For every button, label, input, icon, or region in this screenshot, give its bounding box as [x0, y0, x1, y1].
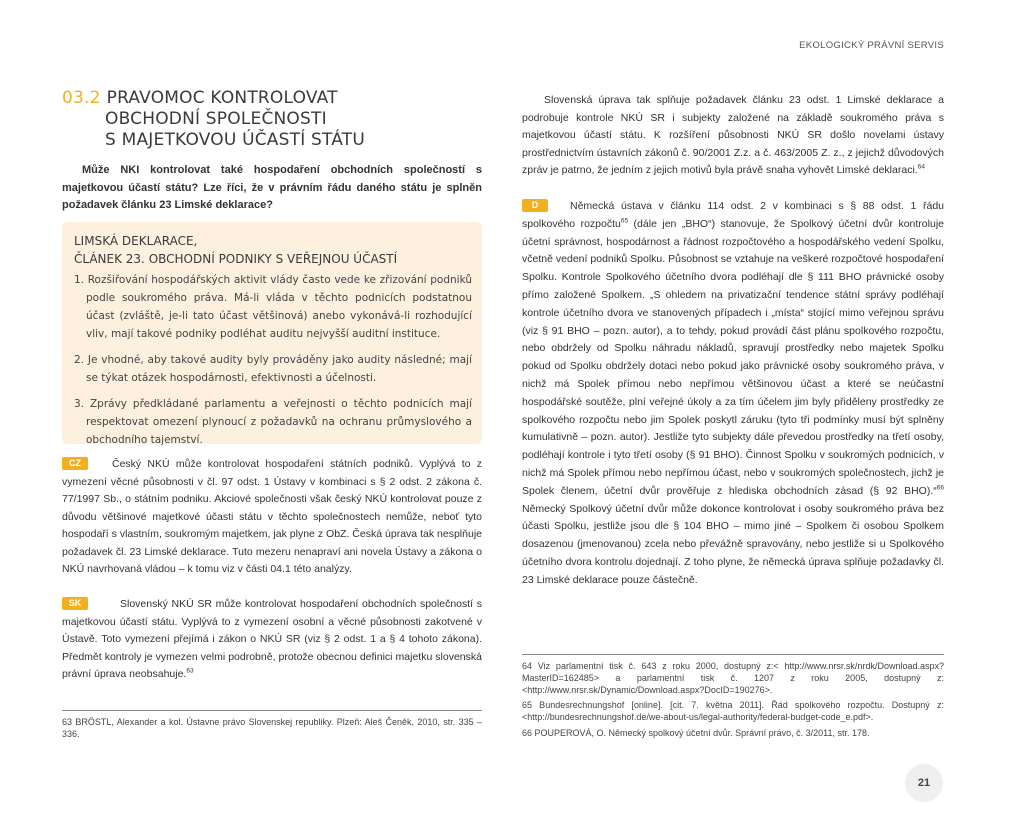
title-line-1: PRAVOMOC KONTROLOVAT [106, 88, 338, 108]
limska-declaration-box [62, 222, 482, 444]
declaration-list [74, 271, 472, 449]
footnote-ref: 66 [936, 484, 944, 492]
footnote-divider [522, 654, 944, 655]
footnote-ref: 64 [917, 163, 925, 171]
sk-badge: SK [62, 597, 88, 610]
sk-paragraph [62, 596, 482, 684]
cz-badge: CZ [62, 457, 88, 470]
footnote-divider [62, 710, 482, 711]
section-number: 03.2 [62, 88, 101, 108]
footnote-ref: 65 [620, 217, 629, 225]
box-title [74, 232, 472, 268]
cz-paragraph [62, 456, 482, 579]
footnote-66: 66 POUPEROVÁ, O. Německý spolkový účetní dvůr. Správní právo, č. 3/2011, str. 178. [522, 728, 870, 738]
de-paragraph [522, 198, 944, 590]
section-question: Může NKI kontrolovat také hospodaření obchodních společností s majetkovou účastí státu? Lze říci, že v právním řádu daného státu je splněn požadavek článku 23 Limské deklarace? [62, 164, 482, 211]
footnote-65: 65 Bundesrechnungshof [online]. [cit. 7. května 2011]. Řád spolkového rozpočtu. Dostupný z: <http://bundesrechnungshof.de/we-about-us/legal-authority/federal-budget-code_e.pdf>. [522, 700, 944, 722]
title-line-2: OBCHODNÍ SPOLEČNOSTI [105, 109, 327, 129]
title-line-3: S MAJETKOVOU ÚČASTÍ STÁTU [105, 130, 366, 150]
de-text-1: Německá ústava v článku 114 odst. 2 v kombinaci s § 88 odst. 1 řádu spolkového rozpočtu [522, 200, 944, 230]
cz-text: Český NKÚ může kontrolovat hospodaření státních podniků. Vyplývá to z vymezení věcné působnosti v čl. 97 odst. 1 Ústavy v kombinaci s § 2 odst. 2 zákona č. 77/1997 Sb., o státním podniku. Akciové společnosti však český NKÚ kontrolovat pouze z důvodu většinové majetkové účasti státu v těchto společnostech nemůže, neboť tyto hospodaří s vlastním, soukromým majetkem, jak plyne z ObZ. Česká úprava tak nesplňuje požadavek čl. 23 Limské deklarace. Tuto mezeru nenapraví ani novela Ústavy a zákona o NKÚ navrhovaná vládou – k tomu viz v části 04.1 této analýzy. [62, 458, 482, 575]
page-number: 21 [905, 764, 943, 802]
footnote-63: 63 BRÖSTL, Alexander a kol. Ústavne právo Slovenskej republiky. Plzeň: Aleš Čeněk, 2010, str. 335 – 336. [62, 717, 482, 739]
de-text-2: (dále jen „BHO“) stanovuje, že Spolkový účetní dvůr kontroluje účetní správnost, hospodárnost a řádnost rozpočtového a hospodářského vedení Spolku, včetně vedení podniků Spolku. Působnost se vztahuje na veškeré rozpočtové hospodaření Spolku. Kontrole Spolkového účetního dvora podléhají dle § 111 BHO právnické osoby přímo založené Spolkem. „S ohledem na privatizační tendence státní správy podléhají kontrole účetního dvora ve stanovených případech i „místa“ stojící mimo veřejnou správu (viz § 91 BHO – pozn. autor), a to tehdy, pokud provádí část plánu spolkového rozpočtu, nebo obdržely od Spolku náhradu nákladů, spravují prostředky nebo majetek Spolku pokud od Spolku obdržely dotaci nebo pokud jako právnické osoby soukromého práva, v nichž má Spolek přímou nebo nepřímou většinovou účast a které se neúčastní hospodářské soutěže, plní veřejné úkoly a za tím účelem jim byly přiděleny prostředky ze spolkového rozpočtu nebo jim Spolek poskytl záruku (tyto tři podmínky musí být splněny kumulativně – pozn. autor). Jestliže tyto subjekty dále převedou prostředky na třetí osoby, podléhají kontrole i tyto třetí osoby (§ 91 BHO). Činnost Spolku v soukromých podnicích, v nichž má Spolek přímou nebo nepřímou účast, nebo v soukromých společnostech, jichž je Spolek členem, účetní dvůr prověřuje z hlediska obchodních zásad (§ 92 BHO).“ [522, 217, 944, 497]
sk-text: Slovenský NKÚ SR může kontrolovat hospodaření obchodních společností s majetkovou účastí státu. Vyplývá to z vymezení osobní a věcné působnosti zakotvené v Ústavě. Toto vymezení přejímá i zákon o NKÚ SR (viz § 2 odst. 1 a § 4 tohoto zákona). Předmět kontroly je vymezen velmi podrobně, protože obecnou definici majetku slovenská právní úprava neobsahuje. [62, 598, 482, 680]
footnote-64: 64 Viz parlamentní tisk č. 643 z roku 2000, dostupný z:< http://www.nrsr.sk/nrdk/Download.aspx?MasterID=162485> a parlamentní tisk č. 1207 z roku 2005, dostupný z: <http://www.nrsr.sk/Dynamic/Download.aspx?DocID=190276>. [522, 661, 944, 695]
declaration-item: 3. Zprávy předkládané parlamentu a veřejnosti o těchto podnicích mají respektovat omezení plynoucí z požadavků na ochranu průmyslového a obchodního tajemství. [74, 398, 472, 446]
footnote-ref: 63 [186, 667, 194, 675]
declaration-item: 1. Rozšiřování hospodářských aktivit vlády často vede ke zřizování podniků podle soukromého práva. Má-li vláda v těchto podnicích podstatnou účast (zvláště, je-li tato účast většinová) anebo vykonává-li rozhodující vliv, mají takové podniky podléhat auditu nejvyšší auditní instituce. [74, 274, 472, 340]
box-title-line-1: LIMSKÁ DEKLARACE, [74, 234, 198, 248]
sk-continuation-text: Slovenská úprava tak splňuje požadavek článku 23 odst. 1 Limské deklarace a podrobuje kontrole NKÚ SR i subjekty založené na základě soukromého práva s majetkovou účastí státu. K rozšíření působnosti NKÚ SR došlo novelami ústavy prostřednictvím ústavních zákonů č. 90/2001 Z.z. a č. 463/2005 Z. z., z jejichž důvodových zpráv je patrno, že jedním z jejich motivů byla právě snaha vyhovět Limské deklaraci. [522, 94, 944, 176]
sk-continuation-paragraph [522, 92, 944, 180]
box-title-line-2: ČLÁNEK 23. OBCHODNÍ PODNIKY S VEŘEJNOU ÚČASTÍ [74, 252, 398, 266]
de-text-3: Německý Spolkový účetní dvůr může dokonce kontrolovat i osoby soukromého práva bez účasti Spolku, jestliže jsou dle § 104 BHO – mimo jiné – Spolkem či osobou Spolkem dosazenou (jmenovanou) zcela nebo převážně spravovány, nebo jestliže si u Spolkového účetního dvora kontrolu dojednají. Z toho plyne, že německá úprava splňuje požadavky čl. 23 Limské deklarace pouze částečně. [522, 502, 944, 586]
de-badge: D [522, 199, 548, 212]
declaration-item: 2. Je vhodné, aby takové audity byly prováděny jako audity následné; mají se týkat otázek hospodárnosti, efektivnosti a účelnosti. [74, 354, 472, 384]
running-header: EKOLOGICKÝ PRÁVNÍ SERVIS [799, 40, 944, 51]
section-title [62, 88, 482, 151]
